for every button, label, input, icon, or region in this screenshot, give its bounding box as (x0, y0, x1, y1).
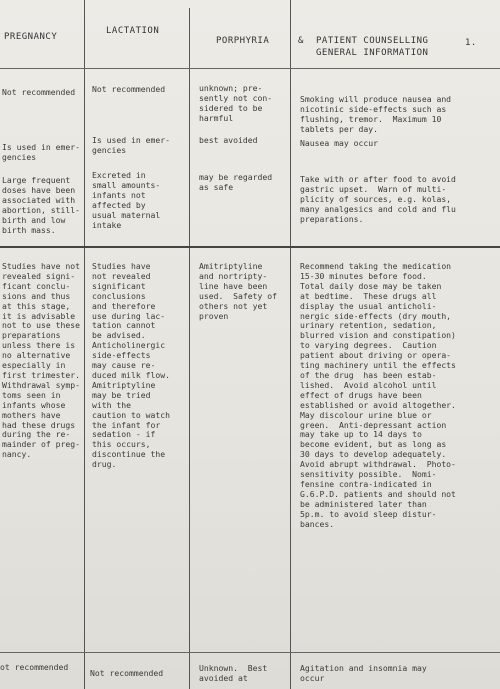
column-divider (189, 8, 190, 689)
row-3-lactation: Excreted in small amounts- infants not affected by usual maternal intake (92, 170, 161, 230)
row-1-counselling: Smoking will produce nausea and nicotinic side-effects such as flushing, tremor. Maximum 10 tablets per day. (300, 94, 452, 134)
column-divider (84, 0, 85, 689)
row-2-pregnancy: Is used in emer- gencies (2, 142, 80, 162)
row-2-lactation: Is used in emer- gencies (92, 135, 170, 155)
row-3-pregnancy: Large frequent doses have been associated with abortion, still- birth and low birth mass. (2, 175, 80, 235)
column-divider (290, 0, 291, 689)
header-pregnancy: PREGNANCY (4, 32, 58, 42)
row-4-counselling: Recommend taking the medication 15-30 minutes before food. Total daily dose may be taken at bedtime. These drugs all display the usual anticholi- nergic side-effects (dry mouth, urinary retention, sedation, blurred vision and constipation) to varying degrees. Caution patient about driving or opera- ting machinery until the effects of the drug has been estab- lished. Avoid alcohol until effect of drugs have been established or avoid altogether. May discolour urine blue or green. Anti-depressant action may take up to 14 days to become evident, but as long as 30 days to develop adequately. Avoid abrupt withdrawal. Photo- sensitivity possible. Nomi- fensine contra-indicated in G.6.P.D. patients and should not be administered later than 5p.m. to avoid sleep distur- bances. (300, 261, 456, 529)
row-2-porphyria: best avoided (199, 135, 258, 145)
row-rule (0, 246, 500, 248)
row-5-counselling: Agitation and insomnia may occur (300, 663, 427, 683)
header-porphyria: PORPHYRIA (216, 36, 270, 46)
row-3-counselling: Take with or after food to avoid gastric upset. Warn of multi- plicity of sources, e.g. kolas, many analgesics and cold and flu preparations. (300, 174, 456, 224)
header-patient-counselling: PATIENT COUNSELLING (316, 36, 429, 46)
row-5-pregnancy: ot recommended (0, 662, 69, 672)
header-lactation: LACTATION (106, 26, 160, 36)
row-1-porphyria: unknown; pre- sently not con- sidered to be harmful (199, 83, 273, 123)
row-rule (0, 652, 500, 653)
header-rule (0, 68, 500, 69)
row-3-porphyria: may be regarded as safe (199, 172, 273, 192)
row-5-lactation: Not recommended (90, 668, 164, 678)
row-2-counselling: Nausea may occur (300, 138, 378, 148)
header-ampersand: & (298, 36, 304, 46)
row-4-lactation: Studies have not revealed significant conclusions and therefore use during lac- tation cannot be advised. Anticholinergic side-effects may cause re- duced milk flow. Amitriptyline may be tried with the caution to watch the infant for sedation - if this occurs, discontinue the drug. (92, 261, 170, 470)
row-4-pregnancy: Studies have not revealed signi- ficant conclu- sions and thus at this stage, it is advisable not to use these preparations unless there is no alternative especially in first trimester. Withdrawal symp- toms seen in infants whose mothers have had these drugs during the re- mainder of preg- nancy. (2, 261, 80, 460)
row-4-porphyria: Amitriptyline and nortripty- line have been used. Safety of others not yet proven (199, 261, 277, 321)
row-5-porphyria: Unknown. Best avoided at (199, 663, 268, 683)
page-number: 1. (465, 38, 477, 48)
header-general-information: GENERAL INFORMATION (316, 48, 429, 58)
row-1-lactation: Not recommended (92, 84, 166, 94)
row-1-pregnancy: Not recommended (2, 87, 76, 97)
